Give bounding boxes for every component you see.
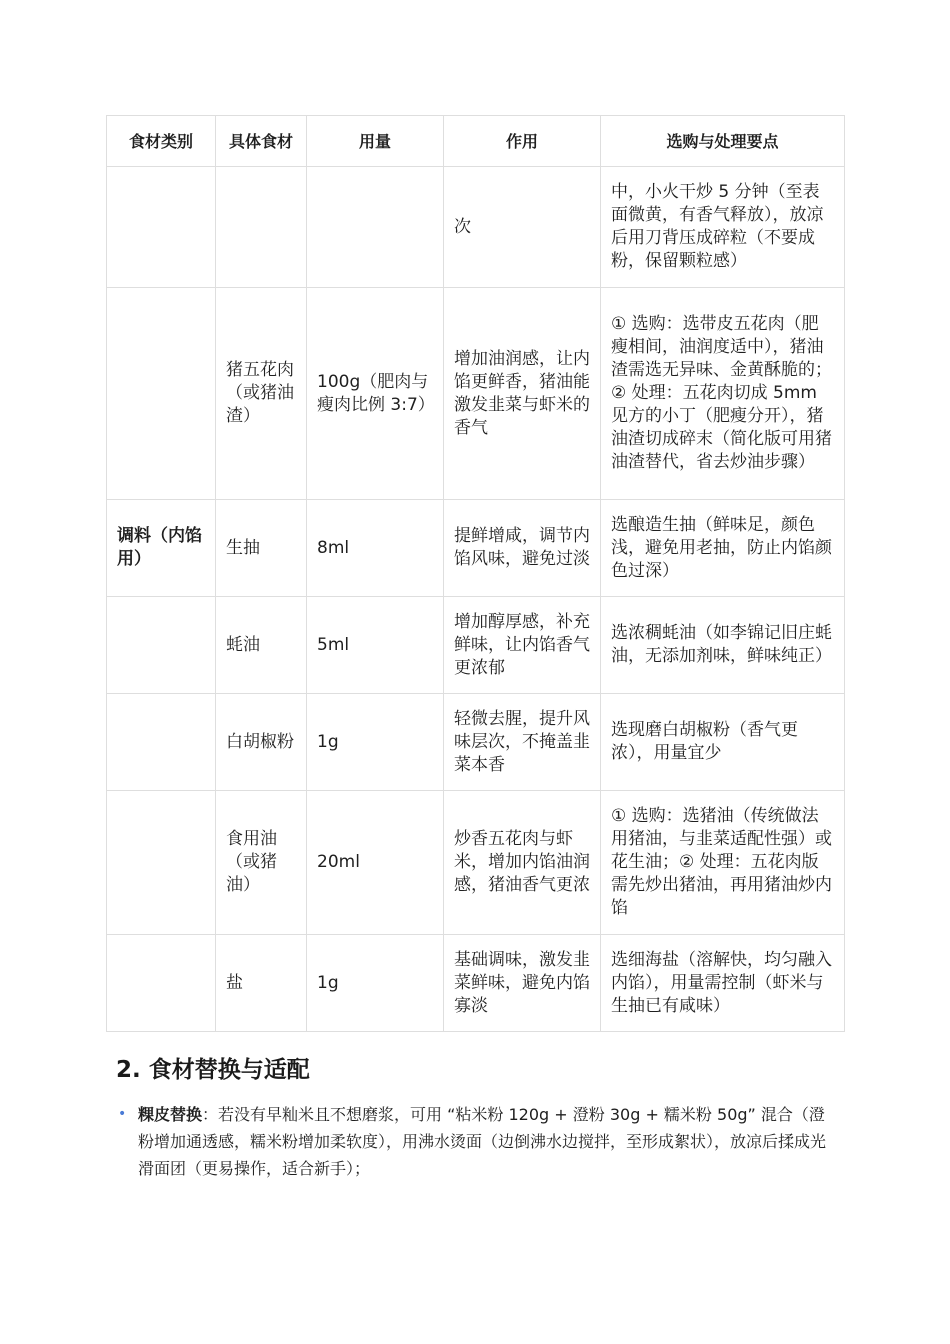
ingredient-table xyxy=(106,115,845,1032)
cell-function: 次 xyxy=(444,167,601,288)
table-row xyxy=(107,791,845,935)
list-item xyxy=(116,1101,840,1182)
cell-function: 提鲜增咸，调节内馅风味，避免过淡 xyxy=(444,500,601,597)
cell-category: 调料（内馅用） xyxy=(107,500,216,597)
cell-tips: ① 选购：选带皮五花肉（肥瘦相间，油润度适中），猪油渣需选无异味、金黄酥脆的；② 处理：五花肉切成 5mm 见方的小丁（肥瘦分开），猪油渣切成碎末（简化版可用猪油渣替代，省去炒油步骤） xyxy=(601,288,845,500)
cell-amount: 8ml xyxy=(307,500,444,597)
cell-ingredient: 蚝油 xyxy=(216,597,307,694)
cell-tips: 中，小火干炒 5 分钟（至表面微黄，有香气释放），放凉后用刀背压成碎粒（不要成粉，保留颗粒感） xyxy=(601,167,845,288)
table-row xyxy=(107,288,845,500)
table-row xyxy=(107,500,845,597)
bullet-lead: 粿皮替换 xyxy=(138,1105,203,1124)
table-row xyxy=(107,935,845,1032)
header-tips: 选购与处理要点 xyxy=(601,116,845,167)
cell-function: 增加醇厚感，补充鲜味，让内馅香气更浓郁 xyxy=(444,597,601,694)
cell-category xyxy=(107,597,216,694)
cell-ingredient: 食用油（或猪油） xyxy=(216,791,307,935)
cell-amount: 100g（肥肉与瘦肉比例 3:7） xyxy=(307,288,444,500)
header-amount: 用量 xyxy=(307,116,444,167)
cell-amount: 20ml xyxy=(307,791,444,935)
cell-amount xyxy=(307,167,444,288)
cell-tips: 选酿造生抽（鲜味足，颜色浅，避免用老抽，防止内馅颜色过深） xyxy=(601,500,845,597)
cell-function: 轻微去腥，提升风味层次，不掩盖韭菜本香 xyxy=(444,694,601,791)
cell-amount: 5ml xyxy=(307,597,444,694)
cell-category xyxy=(107,791,216,935)
table-header-row xyxy=(107,116,845,167)
cell-ingredient: 盐 xyxy=(216,935,307,1032)
cell-amount: 1g xyxy=(307,694,444,791)
cell-tips: 选浓稠蚝油（如李锦记旧庄蚝油，无添加剂味，鲜味纯正） xyxy=(601,597,845,694)
header-ingredient: 具体食材 xyxy=(216,116,307,167)
cell-ingredient xyxy=(216,167,307,288)
table-row xyxy=(107,597,845,694)
cell-ingredient: 猪五花肉（或猪油渣） xyxy=(216,288,307,500)
header-function: 作用 xyxy=(444,116,601,167)
cell-category xyxy=(107,167,216,288)
bullet-list xyxy=(116,1101,840,1182)
cell-category xyxy=(107,694,216,791)
bullet-dot-icon: • xyxy=(118,1106,127,1122)
cell-tips: ① 选购：选猪油（传统做法用猪油，与韭菜适配性强）或花生油；② 处理：五花肉版需先炒出猪油，再用猪油炒内馅 xyxy=(601,791,845,935)
cell-amount: 1g xyxy=(307,935,444,1032)
cell-category xyxy=(107,288,216,500)
header-category: 食材类别 xyxy=(107,116,216,167)
bullet-text: ：若没有早籼米且不想磨浆，可用 “粘米粉 120g + 澄粉 30g + 糯米粉 50g” 混合（澄粉增加通透感，糯米粉增加柔软度），用沸水烫面（边倒沸水边搅拌，至形成絮状），放凉后揉成光滑面团（更易操作，适合新手）； xyxy=(138,1105,827,1178)
section-title: 2. 食材替换与适配 xyxy=(116,1057,310,1083)
cell-function: 炒香五花肉与虾米，增加内馅油润感，猪油香气更浓 xyxy=(444,791,601,935)
cell-category xyxy=(107,935,216,1032)
cell-tips: 选细海盐（溶解快，均匀融入内馅），用量需控制（虾米与生抽已有咸味） xyxy=(601,935,845,1032)
cell-function: 基础调味，激发韭菜鲜味，避免内馅寡淡 xyxy=(444,935,601,1032)
cell-tips: 选现磨白胡椒粉（香气更浓），用量宜少 xyxy=(601,694,845,791)
table-row xyxy=(107,167,845,288)
cell-function: 增加油润感，让内馅更鲜香，猪油能激发韭菜与虾米的香气 xyxy=(444,288,601,500)
table-row xyxy=(107,694,845,791)
cell-ingredient: 生抽 xyxy=(216,500,307,597)
cell-ingredient: 白胡椒粉 xyxy=(216,694,307,791)
